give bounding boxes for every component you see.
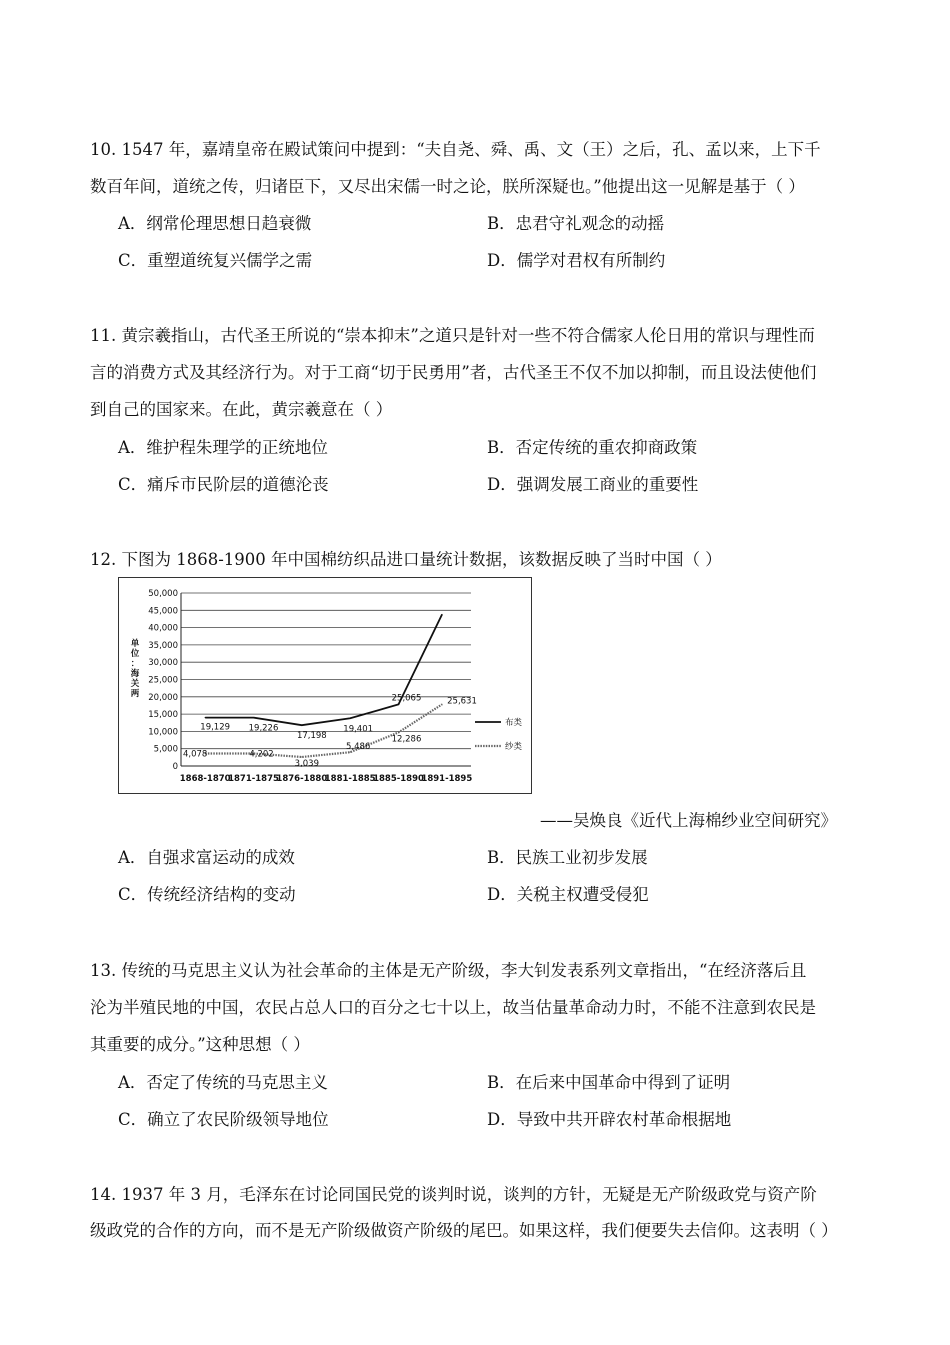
legend-label: 纱类: [505, 742, 523, 752]
question-13-option-c[interactable]: C．确立了农民阶级领导地位: [118, 1110, 329, 1129]
data-point: [441, 614, 442, 615]
data-label: 19,401: [343, 724, 374, 735]
question-11-stem-line-1: 11. 黄宗羲指山，古代圣王所说的“崇本抑末”之道只是针对一些不符合儒家人伦日用的常识与理性而: [90, 326, 815, 345]
y-tick-label: 40,000: [148, 623, 178, 634]
x-tick-label: 1891-1895: [421, 774, 473, 784]
y-tick-label: 35,000: [148, 640, 178, 651]
y-tick-label: 15,000: [148, 710, 178, 721]
y-tick-label: 45,000: [148, 606, 178, 617]
question-13-option-b[interactable]: B．在后来中国革命中得到了证明: [487, 1073, 731, 1092]
question-11-option-a[interactable]: A．维护程朱理学的正统地位: [118, 438, 328, 457]
data-point: [398, 704, 399, 705]
question-12-option-b[interactable]: B．民族工业初步发展: [487, 848, 648, 867]
data-label: 4,202: [249, 749, 274, 760]
data-label: 17,198: [296, 731, 327, 742]
question-11-option-b[interactable]: B．否定传统的重农抑商政策: [487, 438, 698, 457]
question-14-stem-line-2: 级政党的合作的方向，而不是无产阶级做资产阶级的尾巴。如果这样，我们便要失去信仰。这表明（ ）: [90, 1221, 838, 1240]
data-label: 12,286: [391, 734, 422, 745]
data-label: 3,039: [294, 759, 320, 770]
y-axis-label-char: ：: [130, 659, 140, 669]
question-10-stem-line-1: 10. 1547 年，嘉靖皇帝在殿试策问中提到：“夫自尧、舜、禹、文（王）之后，孔、孟以来，上下千: [90, 140, 821, 159]
data-label: 19,129: [200, 722, 231, 733]
question-13-stem-line-2: 沦为半殖民地的中国，农民占总人口的百分之七十以上，故当估量革命动力时，不能不注意到农民是: [90, 998, 816, 1017]
data-label: 25,631: [447, 696, 477, 707]
question-11-option-c[interactable]: C．痛斥市民阶层的道德沦丧: [118, 475, 329, 494]
data-point: [441, 704, 442, 705]
question-12-stem-line-1: 12. 下图为 1868-1900 年中国棉纺织品进口量统计数据，该数据反映了当时中国（ ）: [90, 550, 722, 569]
question-13-option-d[interactable]: D．导致中共开辟农村革命根据地: [487, 1110, 732, 1129]
data-label: 19,226: [248, 723, 279, 734]
question-10-option-a[interactable]: A．纲常伦理思想日趋衰微: [118, 214, 312, 233]
data-label: 25,065: [391, 693, 422, 704]
data-point: [205, 717, 206, 718]
data-point: [301, 725, 302, 726]
question-10-option-b[interactable]: B．忠君守礼观念的动摇: [487, 214, 665, 233]
question-11-stem-line-3: 到自己的国家来。在此，黄宗羲意在（ ）: [90, 400, 393, 419]
question-12-option-c[interactable]: C．传统经济结构的变动: [118, 885, 296, 904]
data-label: 5,486: [345, 742, 371, 753]
chart-source-citation: ——吴焕良《近代上海棉纱业空间研究》: [540, 811, 837, 830]
question-13-stem-line-1: 13. 传统的马克思主义认为社会革命的主体是无产阶级，李大钊发表系列文章指出，“在经济落后且: [90, 961, 807, 980]
y-tick-label: 25,000: [148, 675, 178, 686]
y-tick-label: 30,000: [148, 658, 178, 669]
data-point: [350, 718, 351, 719]
data-point: [253, 717, 254, 718]
data-point: [301, 756, 302, 757]
question-11-option-d[interactable]: D．强调发展工商业的重要性: [487, 475, 699, 494]
y-tick-label: 50,000: [148, 589, 178, 599]
x-tick-label: 1871-1875: [228, 774, 279, 784]
legend-label: 布类: [505, 718, 523, 728]
question-13-option-a[interactable]: A．否定了传统的马克思主义: [118, 1073, 328, 1092]
import-line-chart: [119, 578, 531, 793]
y-tick-label: 5,000: [153, 744, 178, 755]
question-11-stem-line-2: 言的消费方式及其经济行为。对于工商“切于民勇用”者，古代圣王不仅不加以抑制，而且设法使他们: [90, 363, 817, 382]
y-axis-label-char: 位: [130, 649, 140, 659]
question-14-stem-line-1: 14. 1937 年 3 月，毛泽东在讨论同国民党的谈判时说，谈判的方针，无疑是无产阶级政党与资产阶: [90, 1185, 817, 1204]
y-tick-label: 10,000: [148, 727, 178, 738]
import-chart: [118, 577, 532, 794]
y-axis-label-char: 海: [130, 669, 140, 679]
x-tick-label: 1868-1870: [179, 774, 231, 784]
question-10-option-d[interactable]: D．儒学对君权有所制约: [487, 251, 666, 270]
y-axis-label-char: 关: [130, 679, 140, 689]
data-label: 4,078: [182, 749, 208, 760]
question-12-option-a[interactable]: A．自强求富运动的成效: [118, 848, 295, 867]
question-10-option-c[interactable]: C．重塑道统复兴儒学之需: [118, 251, 313, 270]
data-point: [398, 732, 399, 733]
x-tick-label: 1885-1890: [373, 774, 424, 784]
y-tick-label: 20,000: [148, 692, 178, 703]
x-tick-label: 1876-1880: [276, 774, 328, 784]
y-axis-label-char: 单: [130, 639, 140, 649]
x-tick-label: 1881-1885: [324, 774, 376, 784]
question-12-option-d[interactable]: D．关税主权遭受侵犯: [487, 885, 649, 904]
y-tick-label: 0: [172, 762, 178, 772]
series-line-1: [205, 615, 442, 726]
question-13-stem-line-3: 其重要的成分。”这种思想（ ）: [90, 1035, 310, 1054]
question-10-stem-line-2: 数百年间，道统之传，归诸臣下，又尽出宋儒一时之论，朕所深疑也。”他提出这一见解是基于（ ）: [90, 177, 805, 196]
y-axis-label-char: 两: [130, 689, 140, 699]
